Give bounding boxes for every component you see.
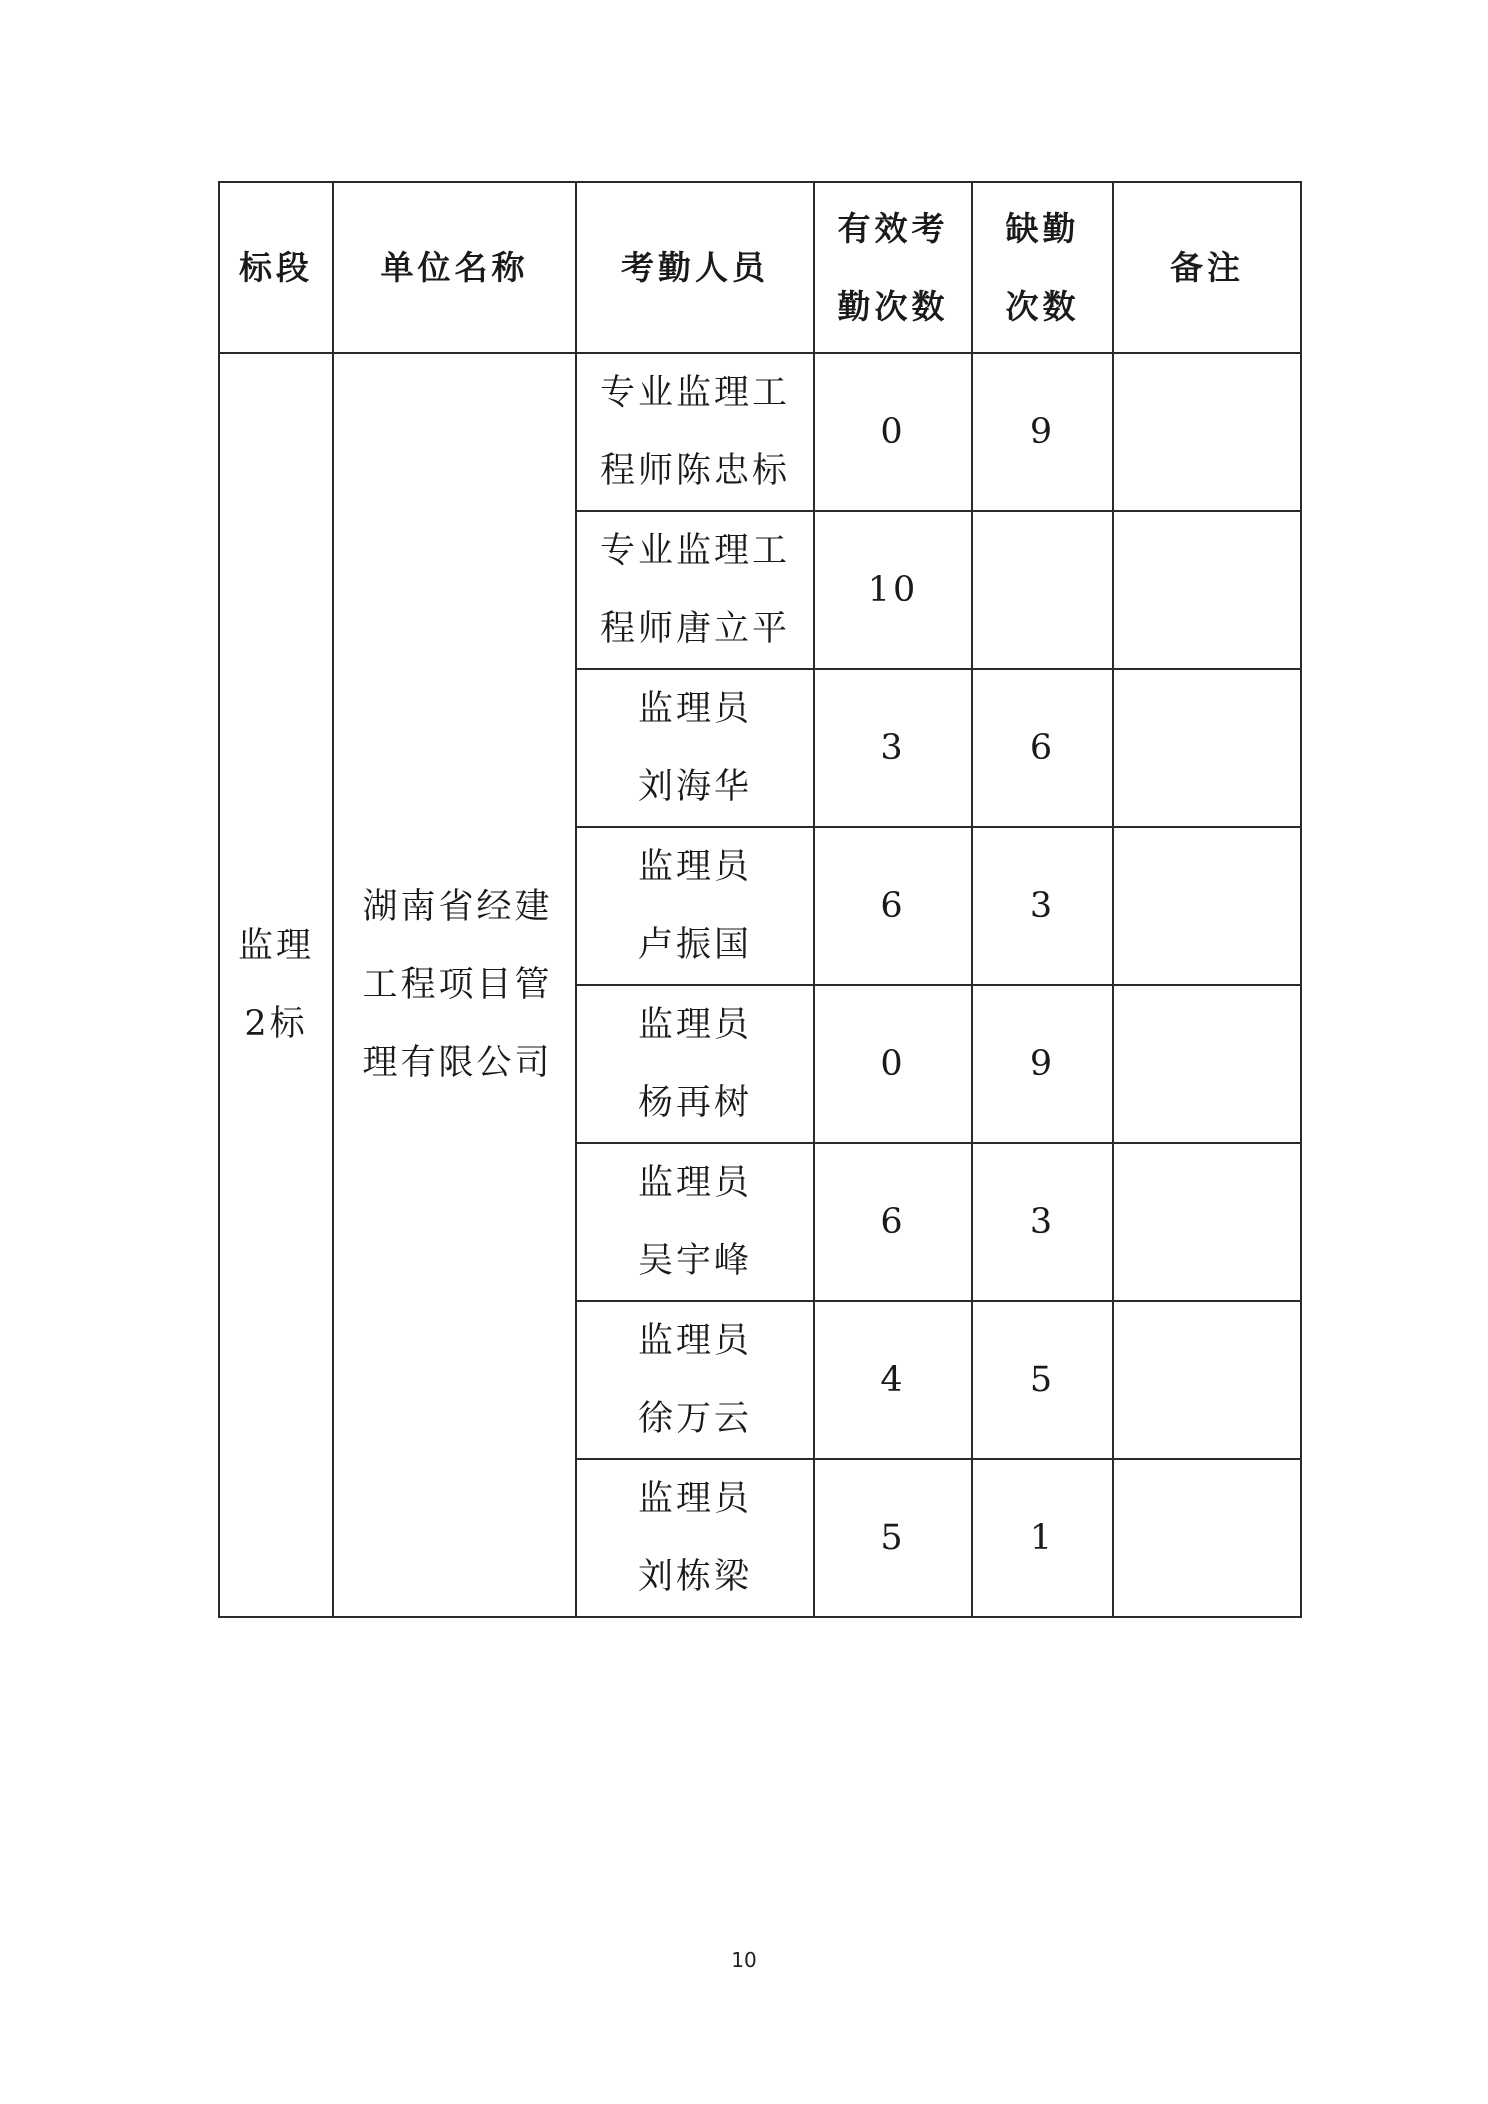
attendance-table [218, 181, 1302, 1618]
absent-count-cell: 9 [972, 353, 1113, 511]
staff-cell: 监理员 卢振国 [576, 827, 814, 985]
remarks-cell [1113, 1143, 1301, 1301]
valid-count-cell: 0 [814, 353, 972, 511]
staff-cell: 监理员 徐万云 [576, 1301, 814, 1459]
header-valid-count: 有效考 勤次数 [814, 182, 972, 353]
remarks-cell [1113, 985, 1301, 1143]
valid-count-cell: 10 [814, 511, 972, 669]
remarks-cell [1113, 511, 1301, 669]
remarks-cell [1113, 1301, 1301, 1459]
absent-count-cell: 1 [972, 1459, 1113, 1617]
page-number: 10 [731, 1948, 757, 1972]
absent-count-cell [972, 511, 1113, 669]
staff-cell: 专业监理工 程师唐立平 [576, 511, 814, 669]
absent-count-cell: 5 [972, 1301, 1113, 1459]
header-unit-name: 单位名称 [333, 182, 576, 353]
valid-count-cell: 4 [814, 1301, 972, 1459]
staff-cell: 监理员 刘栋梁 [576, 1459, 814, 1617]
remarks-cell [1113, 669, 1301, 827]
header-section: 标段 [219, 182, 333, 353]
staff-cell: 监理员 刘海华 [576, 669, 814, 827]
header-attendance-staff: 考勤人员 [576, 182, 814, 353]
absent-count-cell: 9 [972, 985, 1113, 1143]
table-row [219, 353, 1301, 511]
staff-cell: 监理员 杨再树 [576, 985, 814, 1143]
header-remarks: 备注 [1113, 182, 1301, 353]
remarks-cell [1113, 353, 1301, 511]
header-absent-count: 缺勤 次数 [972, 182, 1113, 353]
valid-count-cell: 6 [814, 827, 972, 985]
remarks-cell [1113, 1459, 1301, 1617]
remarks-cell [1113, 827, 1301, 985]
valid-count-cell: 5 [814, 1459, 972, 1617]
staff-cell: 监理员 吴宇峰 [576, 1143, 814, 1301]
absent-count-cell: 3 [972, 827, 1113, 985]
valid-count-cell: 6 [814, 1143, 972, 1301]
valid-count-cell: 0 [814, 985, 972, 1143]
section-cell: 监理 2标 [219, 353, 333, 1617]
absent-count-cell: 3 [972, 1143, 1113, 1301]
absent-count-cell: 6 [972, 669, 1113, 827]
staff-cell: 专业监理工 程师陈忠标 [576, 353, 814, 511]
valid-count-cell: 3 [814, 669, 972, 827]
table-header-row [219, 182, 1301, 353]
unit-name-cell: 湖南省经建 工程项目管 理有限公司 [333, 353, 576, 1617]
